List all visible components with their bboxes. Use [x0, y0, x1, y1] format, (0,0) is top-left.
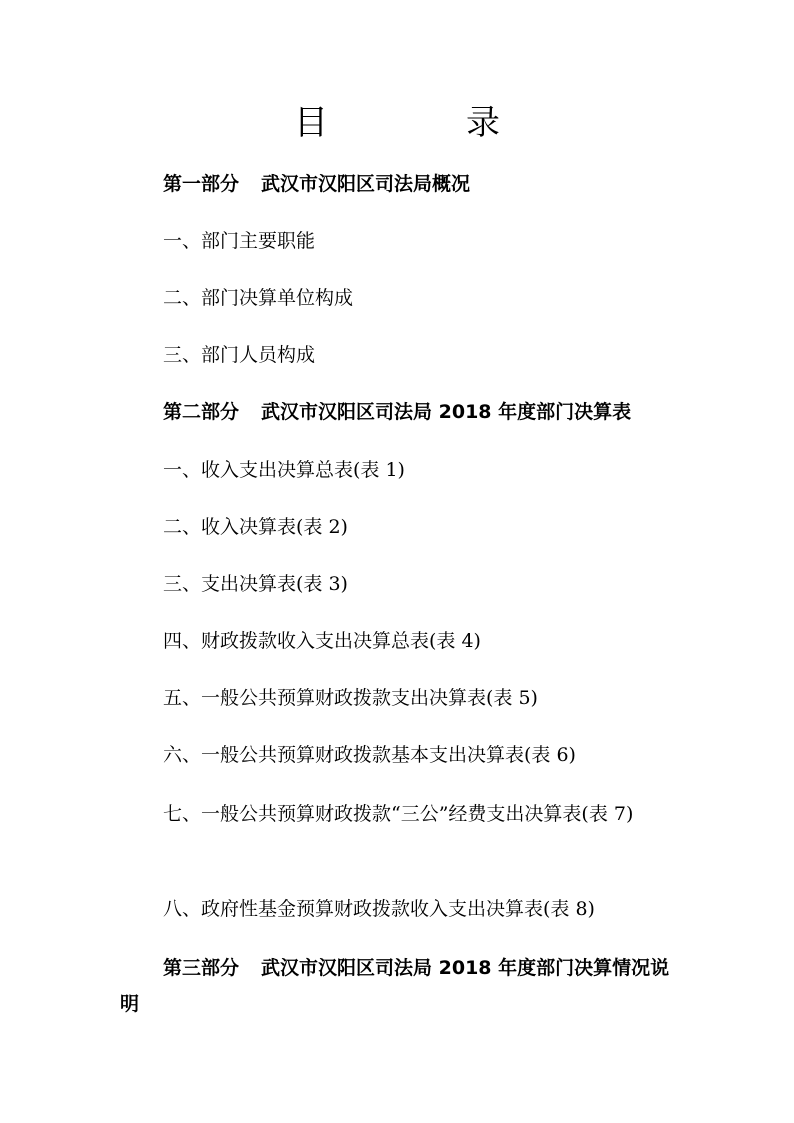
part1-item-3: 三、部门人员构成 — [163, 344, 316, 366]
part2-label: 第二部分 — [163, 401, 240, 423]
part2-heading — [163, 398, 631, 426]
part2-item-6: 六、一般公共预算财政拨款基本支出决算表(表 6) — [163, 744, 576, 766]
part2-item-7: 七、一般公共预算财政拨款“三公”经费支出决算表(表 7) — [163, 803, 634, 825]
part2-item-3: 三、支出决算表(表 3) — [163, 573, 348, 595]
part2-item-8: 八、政府性基金预算财政拨款收入支出决算表(表 8) — [163, 898, 595, 920]
part3-label: 第三部分 — [163, 957, 240, 979]
part1-heading — [163, 170, 470, 198]
part1-text: 武汉市汉阳区司法局概况 — [261, 173, 471, 195]
toc-title: 目 录 — [294, 103, 552, 143]
part2-item-2: 二、收入决算表(表 2) — [163, 516, 348, 538]
part2-item-5: 五、一般公共预算财政拨款支出决算表(表 5) — [163, 687, 538, 709]
part1-label: 第一部分 — [163, 173, 240, 195]
part1-item-2: 二、部门决算单位构成 — [163, 287, 354, 309]
part3-heading — [120, 950, 680, 1022]
part2-item-1: 一、收入支出决算总表(表 1) — [163, 459, 405, 481]
part3-text: 武汉市汉阳区司法局 2018 年度部门决算情况说明 — [120, 957, 670, 1015]
part2-text: 武汉市汉阳区司法局 2018 年度部门决算表 — [261, 401, 632, 423]
part2-item-4: 四、财政拨款收入支出决算总表(表 4) — [163, 630, 481, 652]
part1-item-1: 一、部门主要职能 — [163, 230, 316, 252]
